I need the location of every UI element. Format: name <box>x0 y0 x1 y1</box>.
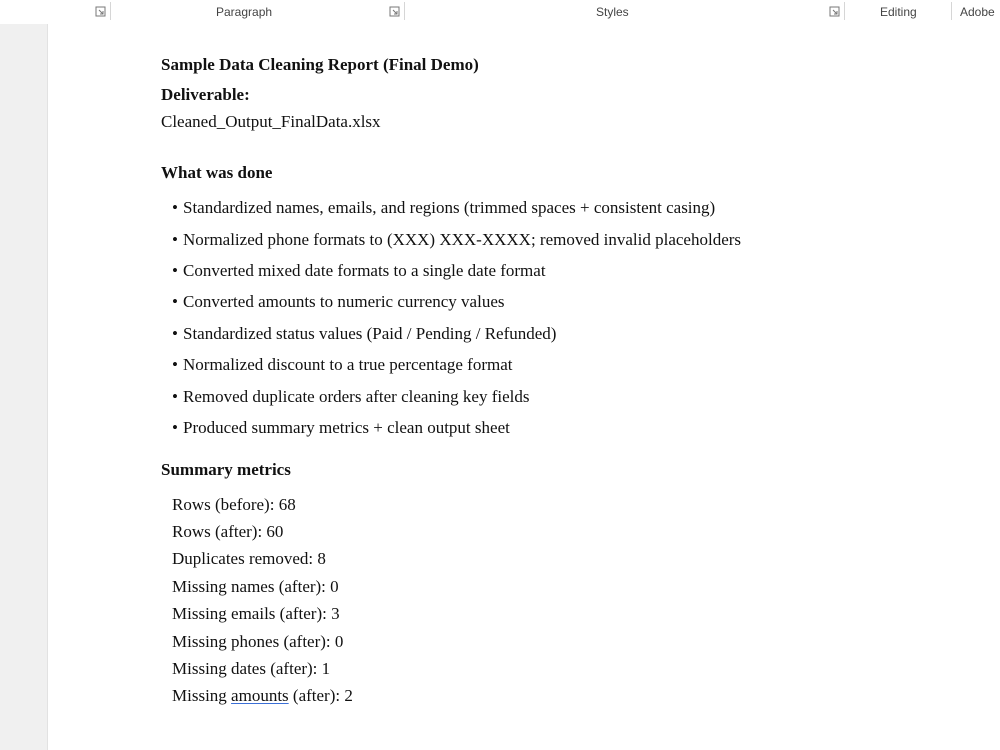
bullet-icon: • <box>172 387 178 406</box>
what-was-done-heading: What was done <box>161 163 273 182</box>
list-item-text: Converted mixed date formats to a single date format <box>183 261 546 280</box>
metric-line: Duplicates removed: 8 <box>172 549 326 568</box>
list-item <box>172 198 715 218</box>
bullet-icon: • <box>172 355 178 374</box>
metric-line: Rows (before): 68 <box>172 495 296 514</box>
list-item-text: Normalized phone formats to (XXX) XXX-XXXX; removed invalid placeholders <box>183 230 742 249</box>
deliverable-file-name: Cleaned_Output_FinalData.xlsx <box>161 112 381 131</box>
metric-line: Missing names (after): 0 <box>172 577 339 596</box>
ribbon-separator <box>951 2 952 20</box>
summary-metrics-heading: Summary metrics <box>161 460 291 479</box>
document-left-margin <box>0 24 48 750</box>
deliverable-heading: Deliverable: <box>161 85 250 104</box>
bullet-icon: • <box>172 418 178 437</box>
list-item-text: Converted amounts to numeric currency values <box>183 292 505 311</box>
paragraph-group-label: Paragraph <box>216 5 273 19</box>
document-page[interactable] <box>48 24 1000 750</box>
metric-line: Missing phones (after): 0 <box>172 632 344 651</box>
list-item-text: Standardized names, emails, and regions (trimmed spaces + consistent casing) <box>183 198 716 217</box>
bullet-icon: • <box>172 292 178 311</box>
list-item <box>172 230 741 250</box>
list-item-text: Produced summary metrics + clean output sheet <box>183 418 510 437</box>
metric-line <box>172 686 353 706</box>
bullet-icon: • <box>172 324 178 343</box>
adobe-group-label: Adobe <box>960 5 995 19</box>
list-item-text: Removed duplicate orders after cleaning key fields <box>183 387 530 406</box>
styles-dialog-launcher-icon[interactable] <box>829 6 840 17</box>
ribbon-group-labels <box>0 0 1000 24</box>
metric-text-prefix: Missing <box>172 686 232 705</box>
list-item <box>172 355 512 375</box>
document-title: Sample Data Cleaning Report (Final Demo) <box>161 55 479 74</box>
list-item-text: Standardized status values (Paid / Pending / Refunded) <box>183 324 557 343</box>
styles-group-label: Styles <box>596 5 629 19</box>
metric-line: Rows (after): 60 <box>172 522 284 541</box>
list-item <box>172 387 529 407</box>
metric-line: Missing dates (after): 1 <box>172 659 331 678</box>
font-dialog-launcher-icon[interactable] <box>95 6 106 17</box>
bullet-icon: • <box>172 198 178 217</box>
list-item <box>172 261 546 281</box>
list-item <box>172 292 504 312</box>
list-item <box>172 418 510 438</box>
editing-group-label: Editing <box>880 5 917 19</box>
bullet-icon: • <box>172 261 178 280</box>
ribbon-separator <box>404 2 405 20</box>
proofing-underlined-word[interactable]: amounts <box>231 686 289 705</box>
metric-line: Missing emails (after): 3 <box>172 604 340 623</box>
list-item-text: Normalized discount to a true percentage format <box>183 355 513 374</box>
ribbon-separator <box>844 2 845 20</box>
bullet-icon: • <box>172 230 178 249</box>
list-item <box>172 324 556 344</box>
paragraph-dialog-launcher-icon[interactable] <box>389 6 400 17</box>
metric-text-suffix: (after): 2 <box>288 686 353 705</box>
ribbon-separator <box>110 2 111 20</box>
